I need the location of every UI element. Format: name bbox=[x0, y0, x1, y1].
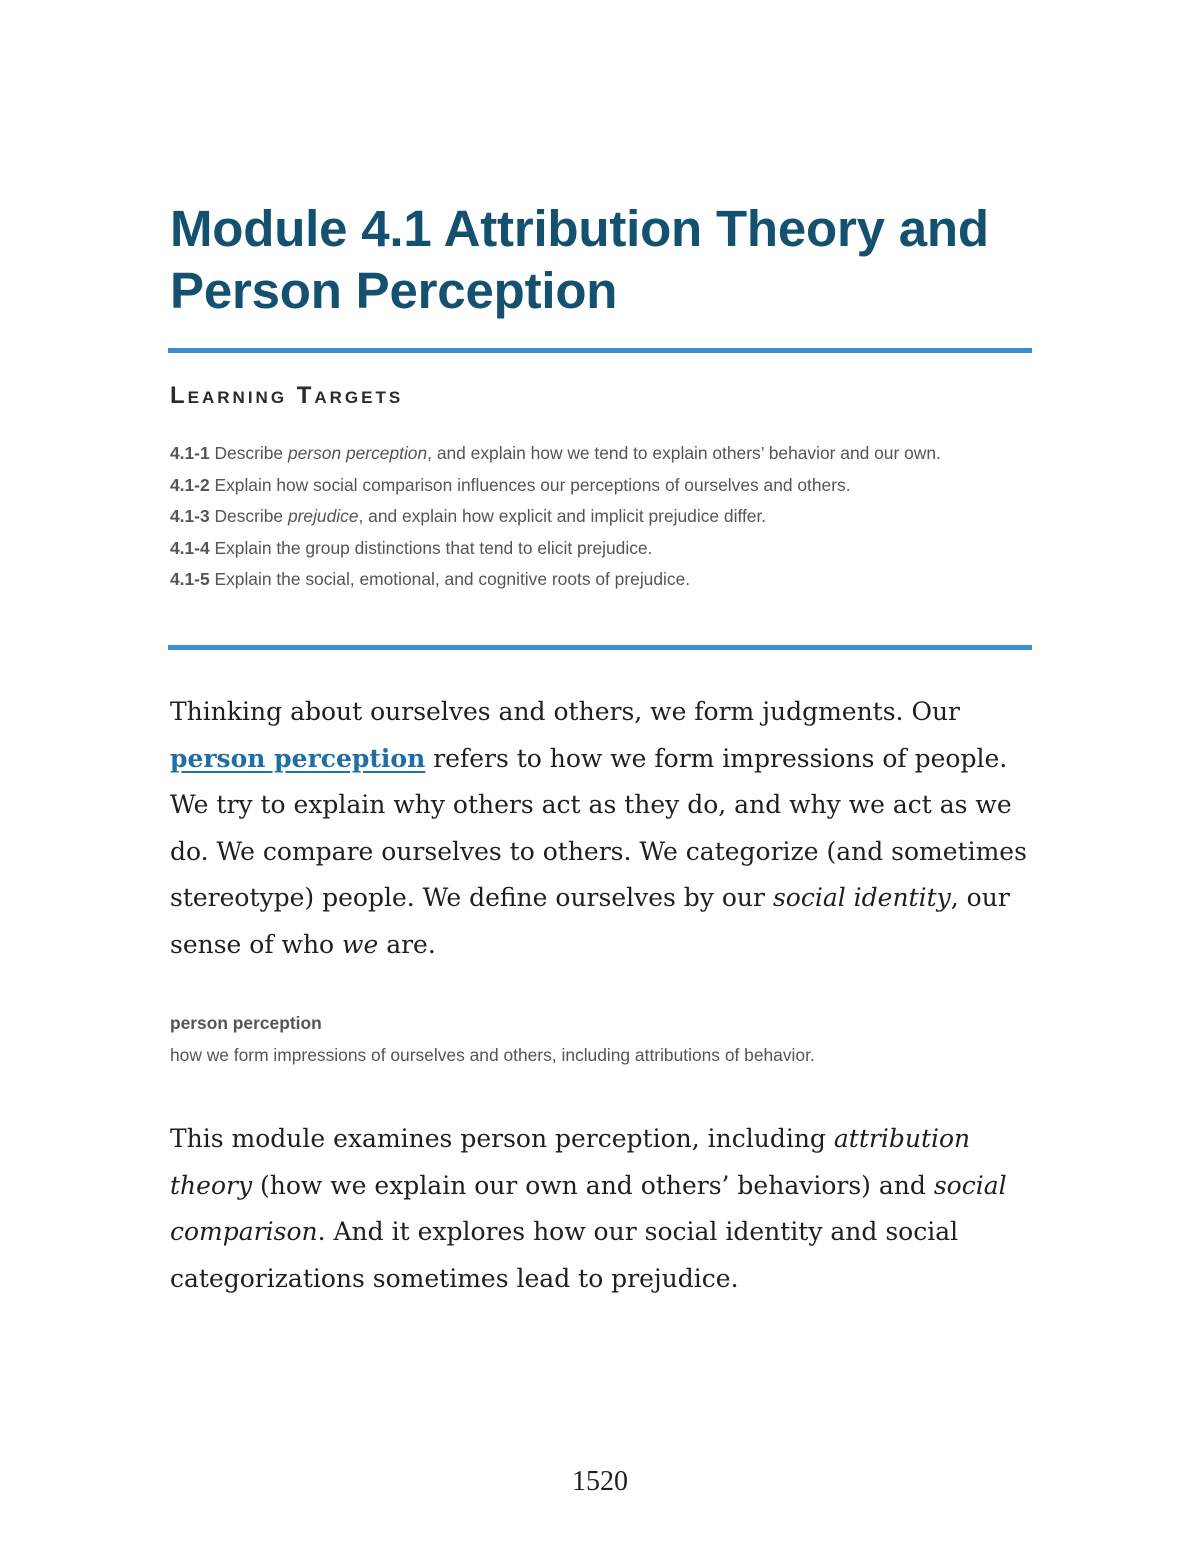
module-overview-paragraph bbox=[170, 1116, 1050, 1302]
bottom-divider bbox=[168, 645, 1032, 650]
learning-target-term: prejudice bbox=[287, 506, 359, 526]
body-text: are. bbox=[378, 929, 436, 959]
learning-target-text: Explain the social, emotional, and cognitive roots of prejudice. bbox=[209, 569, 691, 589]
learning-target-number: 4.1-4 bbox=[170, 537, 210, 558]
body-text: (how we explain our own and others’ behaviors) and bbox=[252, 1170, 934, 1200]
glossary-term: person perception bbox=[170, 1013, 322, 1033]
learning-target-text: , and explain how we tend to explain others’ behavior and our own. bbox=[427, 443, 941, 463]
learning-target-item bbox=[170, 470, 1030, 502]
learning-target-term: person perception bbox=[287, 443, 428, 463]
body-emphasis: attribution theory bbox=[170, 1124, 971, 1200]
learning-target-number: 4.1-5 bbox=[170, 569, 210, 589]
learning-target-item bbox=[170, 533, 1030, 565]
learning-target-text: Describe bbox=[209, 506, 288, 526]
learning-target-item bbox=[170, 564, 1030, 596]
glossary-definition: how we form impressions of ourselves and others, including attributions of behavior. bbox=[170, 1045, 815, 1065]
learning-targets-list bbox=[170, 438, 1030, 596]
body-text: refers to how we form impressions of people. We try to explain why others act as they do, and why we act as we do. We compare ourselves to others. We categorize (and sometimes stereotype) people. We define ourselves by our bbox=[170, 743, 1027, 912]
module-title: Module 4.1 Attribution Theory and Person Perception bbox=[170, 200, 989, 319]
top-divider bbox=[168, 348, 1032, 353]
body-text: . And it explores how our social identity and social categorizations sometimes lead to prejudice. bbox=[170, 1217, 959, 1293]
learning-target-text: , and explain how explicit and implicit prejudice differ. bbox=[358, 506, 767, 526]
learning-target-number: 4.1-2 bbox=[170, 474, 210, 495]
learning-target-item bbox=[170, 501, 1030, 533]
person-perception-link[interactable]: person perception bbox=[170, 743, 426, 773]
learning-target-number: 4.1-1 bbox=[170, 443, 210, 463]
learning-target-item bbox=[170, 438, 1030, 470]
body-emphasis: we bbox=[342, 929, 379, 959]
learning-targets-heading: Learning Targets bbox=[170, 382, 404, 409]
learning-target-text: Explain how social comparison influences our perceptions of ourselves and others. bbox=[209, 474, 851, 495]
learning-target-text: Explain the group distinctions that tend to elicit prejudice. bbox=[209, 537, 653, 558]
learning-target-number: 4.1-3 bbox=[170, 506, 210, 526]
learning-target-text: Describe bbox=[209, 443, 288, 463]
body-emphasis: social comparison bbox=[170, 1170, 1007, 1246]
body-text: This module examines person perception, including bbox=[170, 1124, 834, 1153]
body-text: , our sense of who bbox=[170, 883, 1010, 959]
body-emphasis: social identity bbox=[772, 883, 951, 912]
body-text: Thinking about ourselves and others, we form judgments. Our bbox=[170, 697, 960, 726]
page-number: 1520 bbox=[572, 1466, 628, 1497]
intro-paragraph bbox=[170, 689, 1050, 968]
